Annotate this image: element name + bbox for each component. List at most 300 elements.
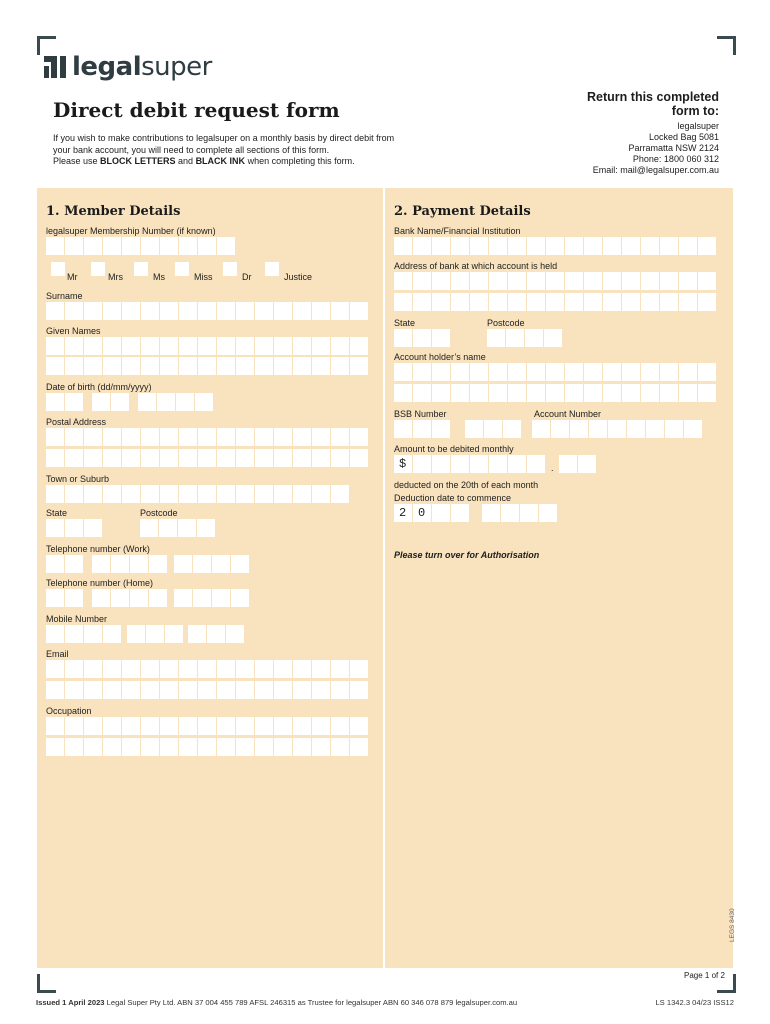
character-box[interactable] [312,337,330,355]
character-box[interactable] [217,337,235,355]
postal-address-field-line1[interactable] [46,428,368,446]
character-box[interactable] [255,485,273,503]
character-box[interactable] [122,717,140,735]
account-number-field[interactable] [532,420,702,438]
character-box[interactable] [413,293,431,311]
character-box[interactable] [103,660,121,678]
character-box[interactable] [394,420,412,438]
character-box[interactable] [103,485,121,503]
character-box[interactable] [130,589,148,607]
character-box[interactable] [103,717,121,735]
character-box[interactable] [413,384,431,402]
character-box[interactable] [432,329,450,347]
character-box[interactable] [217,237,235,255]
character-box[interactable] [331,357,349,375]
character-box[interactable] [698,363,716,381]
character-box[interactable] [122,337,140,355]
character-box[interactable] [160,717,178,735]
bank-address-field-line2[interactable] [394,293,716,311]
character-box[interactable] [274,660,292,678]
character-box[interactable] [236,660,254,678]
given-names-field-line1[interactable] [46,337,368,355]
character-box[interactable] [65,237,83,255]
character-box[interactable] [274,485,292,503]
character-box[interactable] [212,555,230,573]
character-box[interactable] [236,357,254,375]
character-box[interactable] [603,237,621,255]
character-box[interactable] [103,738,121,756]
postcode-field[interactable] [140,519,215,537]
character-box[interactable] [660,384,678,402]
character-box[interactable] [274,738,292,756]
character-box[interactable] [84,485,102,503]
character-box[interactable] [525,329,543,347]
title-checkbox-mr[interactable] [51,262,65,276]
state-field[interactable] [46,519,102,537]
character-box[interactable] [236,428,254,446]
character-box[interactable] [501,504,519,522]
character-box[interactable] [84,449,102,467]
character-box[interactable] [350,357,368,375]
character-box[interactable] [274,302,292,320]
character-box[interactable] [489,363,507,381]
character-box[interactable] [646,420,664,438]
character-box[interactable] [432,455,450,473]
character-box[interactable] [179,237,197,255]
character-box[interactable] [103,625,121,643]
character-box[interactable] [527,237,545,255]
character-box[interactable] [622,384,640,402]
character-box[interactable] [160,237,178,255]
character-box[interactable] [65,625,83,643]
character-box[interactable] [451,504,469,522]
character-box[interactable] [46,237,64,255]
mobile-field-1[interactable] [46,625,121,643]
character-box[interactable] [350,337,368,355]
character-box[interactable] [217,428,235,446]
character-box[interactable] [622,363,640,381]
title-checkbox-miss[interactable] [175,262,189,276]
character-box[interactable] [698,384,716,402]
character-box[interactable] [565,272,583,290]
character-box[interactable] [141,337,159,355]
character-box[interactable] [312,357,330,375]
character-box[interactable] [584,293,602,311]
character-box[interactable] [255,717,273,735]
character-box[interactable] [46,555,64,573]
character-box[interactable] [451,293,469,311]
character-box[interactable] [46,393,64,411]
character-box[interactable] [293,660,311,678]
character-box[interactable] [255,357,273,375]
character-box[interactable] [684,420,702,438]
character-box[interactable] [603,272,621,290]
character-box[interactable] [92,393,110,411]
character-box[interactable] [489,272,507,290]
character-box[interactable] [179,357,197,375]
character-box[interactable] [578,455,596,473]
membership-number-field[interactable] [46,237,235,255]
character-box[interactable] [84,302,102,320]
deduction-month-field[interactable] [482,504,557,522]
character-box[interactable] [698,293,716,311]
amount-dollars-field[interactable] [394,455,545,473]
character-box[interactable] [198,337,216,355]
occupation-field-line1[interactable] [46,717,368,735]
character-box[interactable] [584,363,602,381]
character-box[interactable] [198,738,216,756]
character-box[interactable] [179,485,197,503]
character-box[interactable] [508,455,526,473]
character-box[interactable] [506,329,524,347]
character-box[interactable] [84,237,102,255]
character-box[interactable] [660,272,678,290]
character-box[interactable] [413,363,431,381]
character-box[interactable] [470,455,488,473]
character-box[interactable] [679,272,697,290]
character-box[interactable] [627,420,645,438]
character-box[interactable] [160,681,178,699]
character-box[interactable] [193,555,211,573]
character-box[interactable] [46,717,64,735]
character-box[interactable] [198,660,216,678]
character-box[interactable] [432,420,450,438]
character-box[interactable] [122,428,140,446]
character-box[interactable] [65,738,83,756]
postal-address-field-line2[interactable] [46,449,368,467]
character-box[interactable] [122,302,140,320]
character-box[interactable] [65,428,83,446]
character-box[interactable] [489,293,507,311]
character-box[interactable] [65,337,83,355]
character-box[interactable] [350,449,368,467]
character-box[interactable] [470,237,488,255]
character-box[interactable] [103,337,121,355]
character-box[interactable] [174,555,192,573]
character-box[interactable] [641,293,659,311]
mobile-field-3[interactable] [188,625,244,643]
character-box[interactable] [570,420,588,438]
character-box[interactable] [217,302,235,320]
character-box[interactable] [160,357,178,375]
character-box[interactable] [589,420,607,438]
character-box[interactable] [293,681,311,699]
character-box[interactable] [65,660,83,678]
character-box[interactable] [394,363,412,381]
character-box[interactable] [489,237,507,255]
character-box[interactable] [179,337,197,355]
character-box[interactable] [198,302,216,320]
character-box[interactable] [160,337,178,355]
character-box[interactable] [46,625,64,643]
character-box[interactable] [122,449,140,467]
character-box[interactable] [141,237,159,255]
character-box[interactable] [470,272,488,290]
character-box[interactable] [84,357,102,375]
character-box[interactable] [413,329,431,347]
character-box[interactable] [451,455,469,473]
character-box[interactable] [65,393,83,411]
character-box[interactable] [331,428,349,446]
character-box[interactable] [331,449,349,467]
character-box[interactable] [46,357,64,375]
character-box[interactable] [46,337,64,355]
tel-home-number-field[interactable] [92,589,167,607]
title-checkbox-mrs[interactable] [91,262,105,276]
character-box[interactable] [122,681,140,699]
character-box[interactable] [130,555,148,573]
character-box[interactable] [111,589,129,607]
character-box[interactable] [660,363,678,381]
character-box[interactable] [489,455,507,473]
character-box[interactable] [527,293,545,311]
character-box[interactable] [487,329,505,347]
character-box[interactable] [293,337,311,355]
character-box[interactable] [65,555,83,573]
character-box[interactable] [432,504,450,522]
character-box[interactable] [103,681,121,699]
character-box[interactable] [198,237,216,255]
character-box[interactable] [527,384,545,402]
character-box[interactable] [157,393,175,411]
character-box[interactable] [312,717,330,735]
character-box[interactable] [293,449,311,467]
character-box[interactable] [92,555,110,573]
character-box[interactable] [603,384,621,402]
occupation-field-line2[interactable] [46,738,368,756]
character-box[interactable] [217,738,235,756]
character-box[interactable] [103,237,121,255]
character-box[interactable] [236,449,254,467]
dob-day-field[interactable] [46,393,83,411]
character-box[interactable] [470,293,488,311]
character-box[interactable] [622,293,640,311]
character-box[interactable] [312,660,330,678]
character-box[interactable] [198,485,216,503]
character-box[interactable] [160,428,178,446]
character-box[interactable] [141,485,159,503]
character-box[interactable] [160,302,178,320]
character-box[interactable] [103,428,121,446]
character-box[interactable] [84,428,102,446]
character-box[interactable] [698,272,716,290]
character-box[interactable] [451,384,469,402]
tel-home-number-field-2[interactable] [174,589,249,607]
character-box[interactable] [159,519,177,537]
tel-work-number-field-2[interactable] [174,555,249,573]
character-box[interactable] [641,363,659,381]
character-box[interactable] [111,393,129,411]
character-box[interactable] [293,717,311,735]
character-box[interactable] [413,272,431,290]
character-box[interactable] [122,738,140,756]
character-box[interactable] [451,272,469,290]
character-box[interactable] [198,357,216,375]
character-box[interactable] [46,660,64,678]
character-box[interactable] [84,681,102,699]
account-holder-field-line2[interactable] [394,384,716,402]
character-box[interactable] [451,237,469,255]
character-box[interactable] [482,504,500,522]
character-box[interactable] [179,717,197,735]
character-box[interactable] [141,660,159,678]
character-box[interactable] [122,357,140,375]
character-box[interactable] [165,625,183,643]
character-box[interactable] [665,420,683,438]
character-box[interactable] [584,384,602,402]
character-box[interactable] [111,555,129,573]
character-box[interactable] [331,660,349,678]
character-box[interactable] [546,384,564,402]
character-box[interactable] [293,485,311,503]
character-box[interactable] [622,272,640,290]
character-box[interactable] [127,625,145,643]
bank-name-field[interactable] [394,237,716,255]
bank-postcode-field[interactable] [487,329,562,347]
character-box[interactable] [527,272,545,290]
character-box[interactable] [331,337,349,355]
character-box[interactable] [65,589,83,607]
character-box[interactable] [103,302,121,320]
character-box[interactable] [188,625,206,643]
character-box[interactable] [255,428,273,446]
character-box[interactable] [660,293,678,311]
character-box[interactable] [179,681,197,699]
character-box[interactable] [236,302,254,320]
character-box[interactable] [350,660,368,678]
character-box[interactable] [465,420,483,438]
character-box[interactable] [312,302,330,320]
character-box[interactable] [179,660,197,678]
tel-work-area-field[interactable] [46,555,83,573]
bsb-field-2[interactable] [465,420,521,438]
character-box[interactable] [65,681,83,699]
surname-field[interactable] [46,302,368,320]
character-box[interactable] [508,384,526,402]
character-box[interactable] [179,428,197,446]
character-box[interactable] [331,717,349,735]
character-box[interactable] [255,738,273,756]
character-box[interactable] [312,681,330,699]
character-box[interactable] [350,738,368,756]
character-box[interactable] [432,384,450,402]
character-box[interactable] [489,384,507,402]
character-box[interactable] [565,384,583,402]
character-box[interactable] [470,384,488,402]
character-box[interactable] [331,485,349,503]
character-box[interactable] [551,420,569,438]
character-box[interactable] [520,504,538,522]
character-box[interactable] [413,420,431,438]
character-box[interactable] [432,293,450,311]
character-box[interactable] [432,237,450,255]
character-box[interactable] [508,272,526,290]
character-box[interactable] [236,717,254,735]
character-box[interactable] [622,237,640,255]
character-box[interactable] [532,420,550,438]
character-box[interactable] [255,449,273,467]
character-box[interactable] [217,485,235,503]
character-box[interactable] [698,237,716,255]
character-box[interactable] [141,302,159,320]
character-box[interactable] [527,455,545,473]
character-box[interactable] [179,302,197,320]
character-box[interactable] [160,449,178,467]
character-box[interactable] [236,681,254,699]
character-box[interactable] [546,363,564,381]
character-box[interactable] [641,237,659,255]
email-field-line2[interactable] [46,681,368,699]
character-box[interactable] [274,717,292,735]
character-box[interactable] [138,393,156,411]
character-box[interactable] [546,293,564,311]
character-box[interactable] [350,302,368,320]
character-box[interactable] [274,449,292,467]
character-box[interactable] [84,717,102,735]
character-box[interactable] [484,420,502,438]
character-box[interactable] [394,384,412,402]
character-box[interactable] [231,555,249,573]
character-box[interactable] [451,363,469,381]
character-box[interactable] [65,519,83,537]
character-box[interactable] [46,681,64,699]
character-box[interactable] [255,302,273,320]
account-holder-field-line1[interactable] [394,363,716,381]
character-box[interactable] [122,237,140,255]
character-box[interactable] [539,504,557,522]
character-box[interactable] [236,485,254,503]
character-box[interactable] [603,293,621,311]
character-box[interactable] [46,302,64,320]
character-box[interactable] [565,363,583,381]
character-box[interactable] [641,272,659,290]
character-box[interactable] [293,357,311,375]
character-box[interactable] [293,738,311,756]
character-box[interactable] [255,681,273,699]
tel-home-area-field[interactable] [46,589,83,607]
character-box[interactable] [350,681,368,699]
character-box[interactable] [350,717,368,735]
character-box[interactable] [413,237,431,255]
character-box[interactable] [331,302,349,320]
character-box[interactable] [146,625,164,643]
character-box[interactable] [198,449,216,467]
character-box[interactable] [176,393,194,411]
dob-month-field[interactable] [92,393,129,411]
amount-cents-field[interactable] [559,455,596,473]
character-box[interactable] [226,625,244,643]
character-box[interactable] [312,485,330,503]
character-box[interactable] [46,485,64,503]
character-box[interactable] [65,485,83,503]
character-box[interactable] [198,428,216,446]
character-box[interactable] [141,717,159,735]
character-box[interactable] [584,272,602,290]
character-box[interactable] [546,237,564,255]
character-box[interactable] [141,681,159,699]
character-box[interactable] [508,237,526,255]
character-box[interactable] [65,449,83,467]
character-box[interactable] [212,589,230,607]
given-names-field-line2[interactable] [46,357,368,375]
character-box[interactable] [46,738,64,756]
character-box[interactable] [84,625,102,643]
character-box[interactable] [178,519,196,537]
character-box[interactable] [312,428,330,446]
character-box[interactable] [608,420,626,438]
character-box[interactable] [274,337,292,355]
character-box[interactable] [46,519,64,537]
